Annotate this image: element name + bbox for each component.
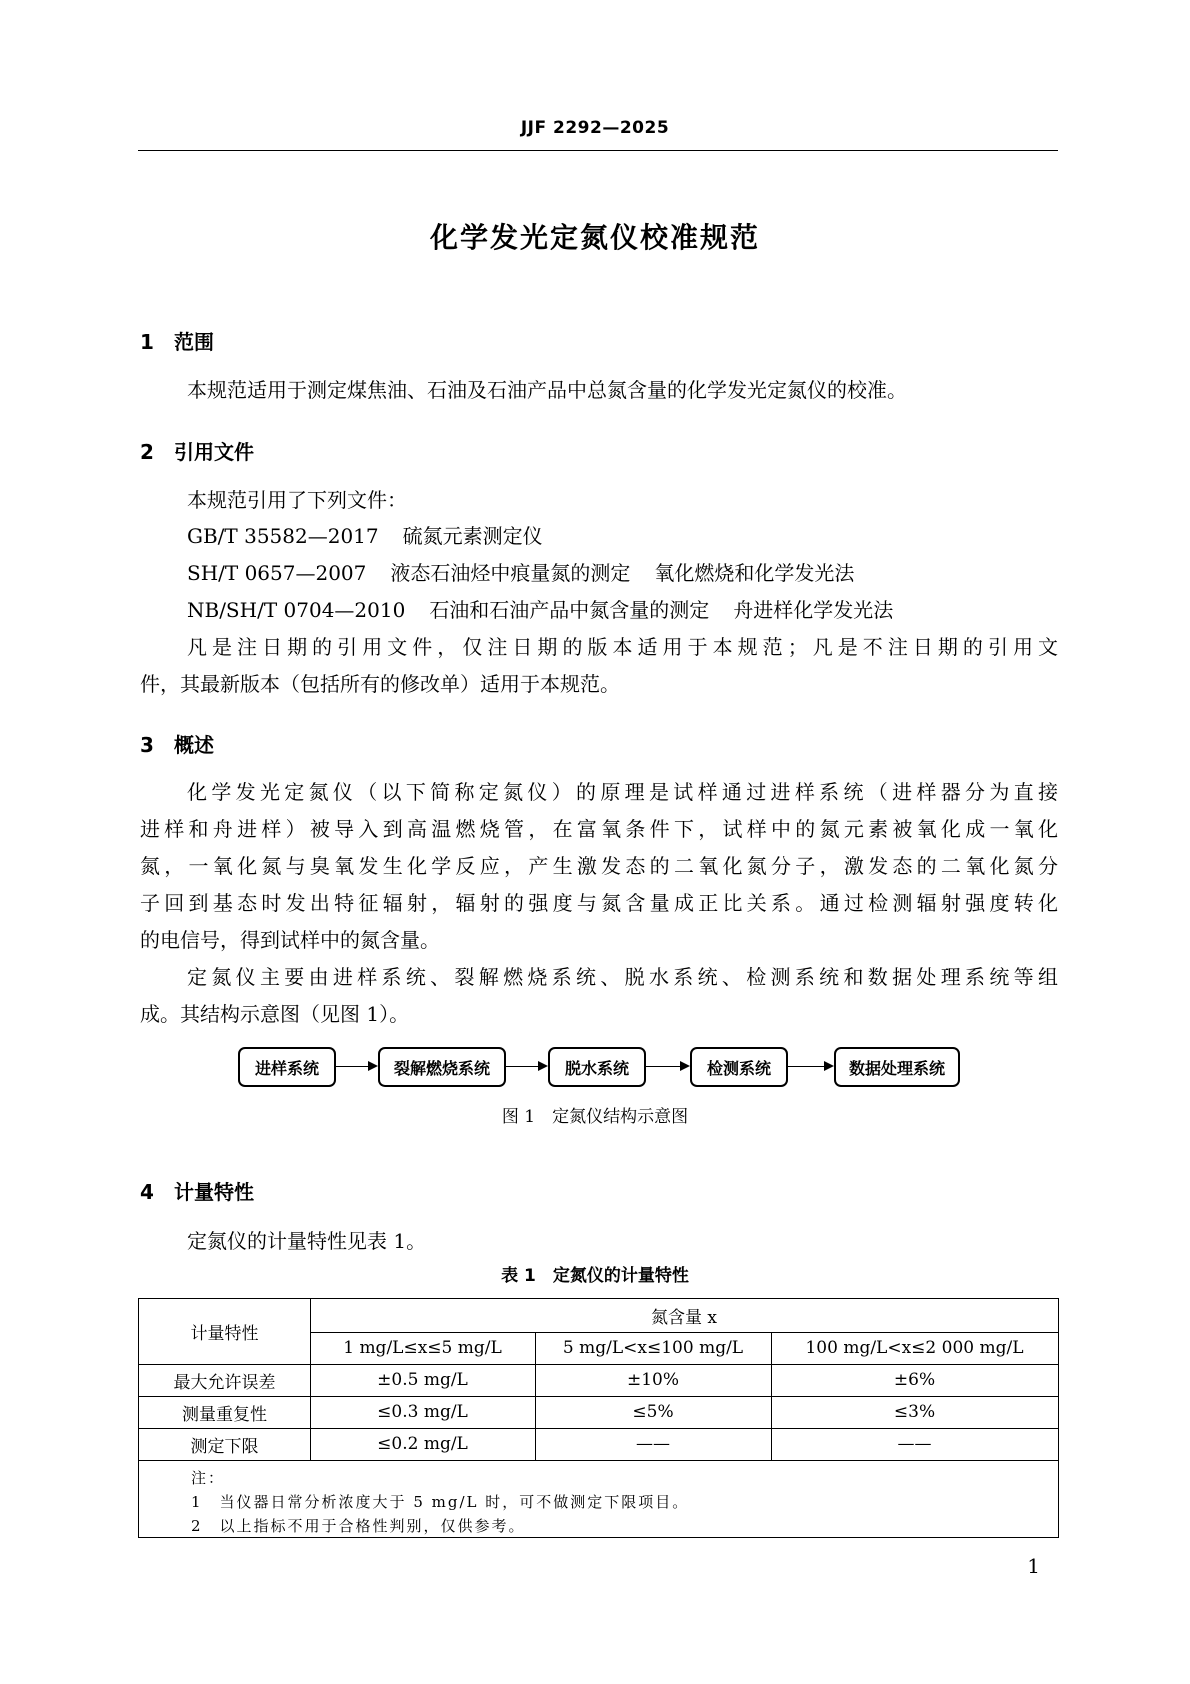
reference-title: 液态石油烃中痕量氮的测定 <box>390 561 631 585</box>
diagram-arrow <box>506 1066 546 1067</box>
diagram-arrow <box>646 1066 688 1067</box>
table-range-header: 100 mg/L<x≤2 000 mg/L <box>805 1338 1024 1358</box>
diagram-box-pyrolysis: 裂解燃烧系统 <box>378 1047 506 1087</box>
reference-item <box>187 600 893 620</box>
table-note-label: 注： <box>191 1469 226 1487</box>
reference-code: SH/T 0657—2007 <box>187 561 367 585</box>
diagram-box-sampling: 进样系统 <box>238 1047 336 1087</box>
paragraph-line: 子回到基态时发出特征辐射，辐射的强度与氮含量成正比关系。通过检测辐射强度转化 <box>140 891 1058 915</box>
paragraph-line: 定氮仪主要由进样系统、裂解燃烧系统、脱水系统、检测系统和数据处理系统等组 <box>187 965 1058 989</box>
reference-item <box>187 526 543 546</box>
section-title: 引用文件 <box>174 440 254 464</box>
table-note-item: 2 以上指标不用于合格性判别，仅供参考。 <box>191 1517 526 1535</box>
reference-subtitle: 舟进样化学发光法 <box>733 598 894 622</box>
table-cell: ≤0.3 mg/L <box>377 1402 468 1422</box>
table-cell: ±0.5 mg/L <box>377 1370 468 1390</box>
table-cell: ≤3% <box>893 1402 936 1422</box>
section-3-heading <box>140 729 214 758</box>
paragraph: 本规范引用了下列文件： <box>187 488 407 512</box>
paragraph: 定氮仪的计量特性见表 1。 <box>187 1229 427 1253</box>
paragraph-line: 的电信号，得到试样中的氮含量。 <box>140 928 440 952</box>
table-cell: ±10% <box>626 1370 680 1390</box>
reference-title: 硫氮元素测定仪 <box>402 524 543 548</box>
table-note-item: 1 当仪器日常分析浓度大于 5 mg/L 时，可不做测定下限项目。 <box>191 1493 690 1511</box>
document-code: JJF 2292—2025 <box>520 118 670 138</box>
page-number: 1 <box>1027 1554 1040 1578</box>
diagram-box-dehydration: 脱水系统 <box>548 1047 646 1087</box>
paragraph-line: 件，其最新版本（包括所有的修改单）适用于本规范。 <box>140 672 620 696</box>
figure-caption: 图 1 定氮仪结构示意图 <box>501 1107 689 1127</box>
section-4-heading <box>140 1176 254 1205</box>
paragraph-line: 进样和舟进样）被导入到高温燃烧管，在富氧条件下，试样中的氮元素被氧化成一氧化 <box>140 817 1058 841</box>
section-title: 范围 <box>174 330 214 354</box>
paragraph-line: 化学发光定氮仪（以下简称定氮仪）的原理是试样通过进样系统（进样器分为直接 <box>187 780 1058 804</box>
table-corner-header: 计量特性 <box>190 1324 259 1344</box>
diagram-arrow <box>336 1066 376 1067</box>
section-title: 概述 <box>174 733 214 757</box>
section-number: 2 <box>140 440 154 464</box>
metrology-table <box>138 1298 1059 1538</box>
reference-code: NB/SH/T 0704—2010 <box>187 598 406 622</box>
paragraph: 本规范适用于测定煤焦油、石油及石油产品中总氮含量的化学发光定氮仪的校准。 <box>187 378 907 402</box>
section-2-heading <box>140 436 254 465</box>
table-row-label: 最大允许误差 <box>173 1372 276 1393</box>
reference-code: GB/T 35582—2017 <box>187 524 379 548</box>
section-number: 1 <box>140 330 154 354</box>
table-row-label: 测定下限 <box>190 1436 259 1457</box>
table-cell: ≤5% <box>632 1402 674 1422</box>
table-cell: —— <box>636 1434 670 1454</box>
paragraph-line: 氮，一氧化氮与臭氧发生化学反应，产生激发态的二氧化氮分子，激发态的二氧化氮分 <box>140 854 1058 878</box>
table-cell: —— <box>897 1434 932 1454</box>
table-row-label: 测量重复性 <box>182 1404 267 1425</box>
document-title: 化学发光定氮仪校准规范 <box>429 221 760 254</box>
diagram-arrow <box>788 1066 832 1067</box>
table-range-header: 5 mg/L<x≤100 mg/L <box>562 1338 744 1358</box>
table-rule <box>139 1460 1058 1461</box>
table-range-header: 1 mg/L≤x≤5 mg/L <box>343 1338 502 1358</box>
table-group-header: 氮含量 x <box>651 1308 717 1328</box>
reference-subtitle: 氧化燃烧和化学发光法 <box>654 561 855 585</box>
section-number: 3 <box>140 733 154 757</box>
section-1-heading <box>140 326 214 355</box>
section-number: 4 <box>140 1180 154 1204</box>
diagram-box-data-processing: 数据处理系统 <box>834 1047 960 1087</box>
section-title: 计量特性 <box>174 1180 254 1204</box>
reference-item <box>187 563 854 583</box>
reference-title: 石油和石油产品中氮含量的测定 <box>429 598 710 622</box>
table-cell: ≤0.2 mg/L <box>377 1434 468 1454</box>
diagram-box-detection: 检测系统 <box>690 1047 788 1087</box>
paragraph-line: 成。其结构示意图（见图 1）。 <box>140 1002 410 1026</box>
table-cell: ±6% <box>893 1370 936 1390</box>
table-caption: 表 1 定氮仪的计量特性 <box>501 1266 689 1286</box>
header-divider <box>138 150 1058 151</box>
paragraph-line: 凡是注日期的引用文件，仅注日期的版本适用于本规范；凡是不注日期的引用文 <box>187 635 1058 659</box>
